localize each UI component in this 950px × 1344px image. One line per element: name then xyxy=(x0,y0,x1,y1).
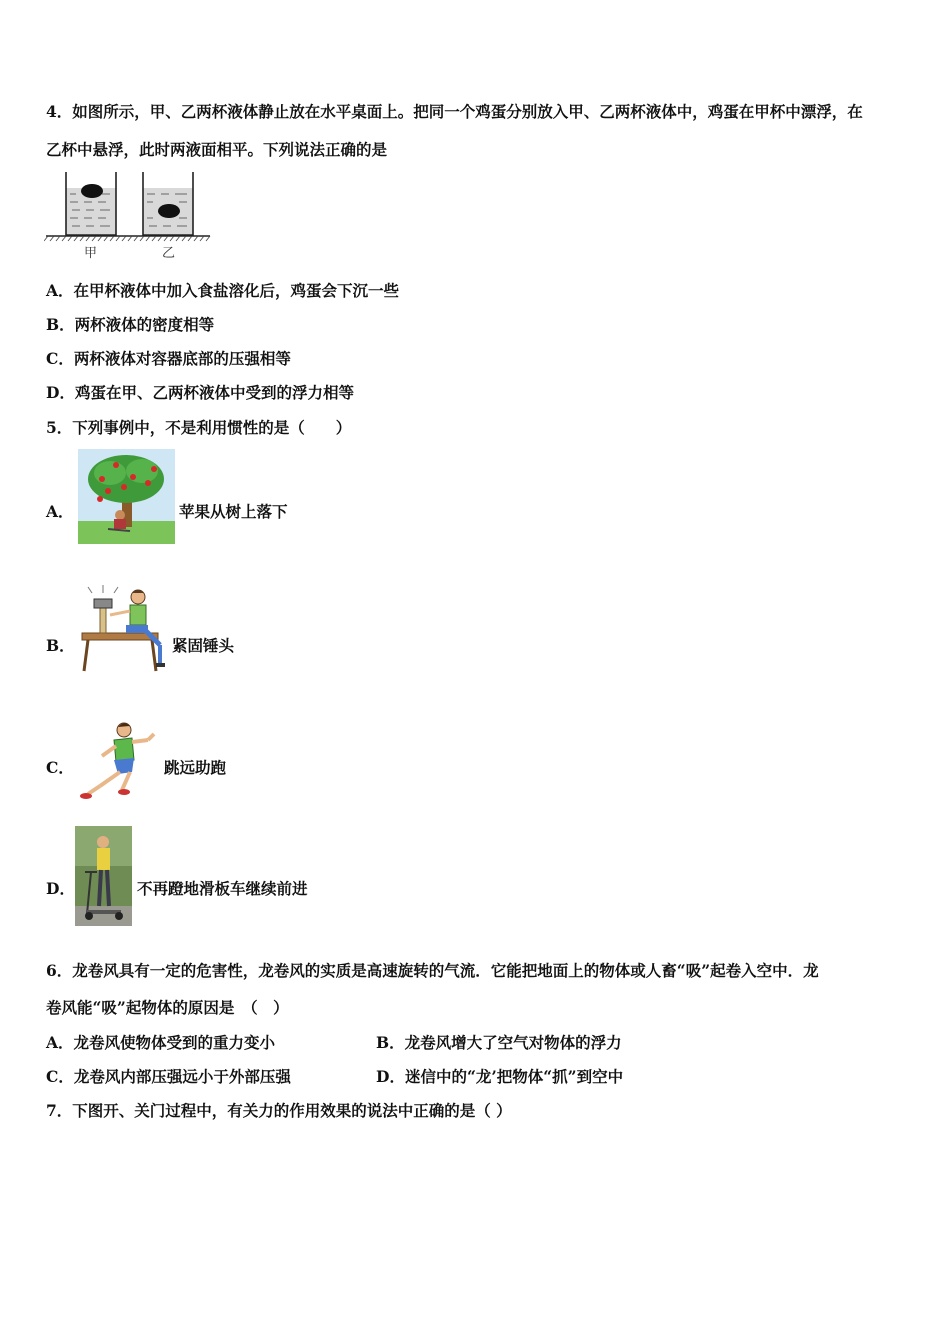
cup-label-yi: 乙 xyxy=(162,246,176,261)
scooter-icon xyxy=(75,826,132,926)
q5-stem: 5．下列事例中，不是利用惯性的是（ ） xyxy=(46,418,352,437)
q4-stem-line2: 乙杯中悬浮，此时两液面相平。下列说法正确的是 xyxy=(46,140,388,159)
q7-stem: 7．下图开、关门过程中，有关力的作用效果的说法中正确的是（ ） xyxy=(46,1101,512,1120)
hammer-bench-icon xyxy=(78,585,168,675)
runner-icon xyxy=(78,720,160,802)
q5-option-c-label: C． xyxy=(46,758,74,777)
q6-stem-line1: 6．龙卷风具有一定的危害性，龙卷风的实质是高速旋转的气流．它能把地面上的物体或人畜“吸”起卷入空中．龙 xyxy=(46,961,819,980)
q5-option-a-text: 苹果从树上落下 xyxy=(179,502,288,521)
q4-stem-line1: 4．如图所示，甲、乙两杯液体静止放在水平桌面上。把同一个鸡蛋分别放入甲、乙两杯液体中，鸡蛋在甲杯中漂浮，在 xyxy=(46,102,863,121)
q4-option-c: C．两杯液体对容器底部的压强相等 xyxy=(46,349,291,368)
q6-option-a: A．龙卷风使物体受到的重力变小 xyxy=(46,1033,276,1052)
cup-jia xyxy=(66,172,116,235)
q4-option-a: A．在甲杯液体中加入食盐溶化后，鸡蛋会下沉一些 xyxy=(46,281,400,300)
q6-option-b: B．龙卷风增大了空气对物体的浮力 xyxy=(376,1033,622,1052)
cup-yi xyxy=(143,172,193,235)
q6-option-d: D．迷信中的“龙’把物体“抓”到空中 xyxy=(376,1067,624,1086)
apple-tree-icon xyxy=(78,449,175,544)
q5-option-b-label: B． xyxy=(46,636,75,655)
q6-option-c: C．龙卷风内部压强远小于外部压强 xyxy=(46,1067,291,1086)
q5-option-a-label: A． xyxy=(46,502,74,521)
q4-option-d: D．鸡蛋在甲、乙两杯液体中受到的浮力相等 xyxy=(46,383,354,402)
q6-stem-line2: 卷风能“吸”起物体的原因是 （ ） xyxy=(46,998,289,1017)
q5-option-d-label: D． xyxy=(46,879,75,898)
q5-option-b-text: 紧固锤头 xyxy=(172,636,235,655)
cup-label-jia: 甲 xyxy=(84,246,98,261)
q4-option-b: B．两杯液体的密度相等 xyxy=(46,315,215,334)
q5-option-d-text: 不再蹬地滑板车继续前进 xyxy=(137,879,308,898)
two-cups-figure xyxy=(44,170,214,260)
q5-option-c-text: 跳远助跑 xyxy=(164,758,227,777)
